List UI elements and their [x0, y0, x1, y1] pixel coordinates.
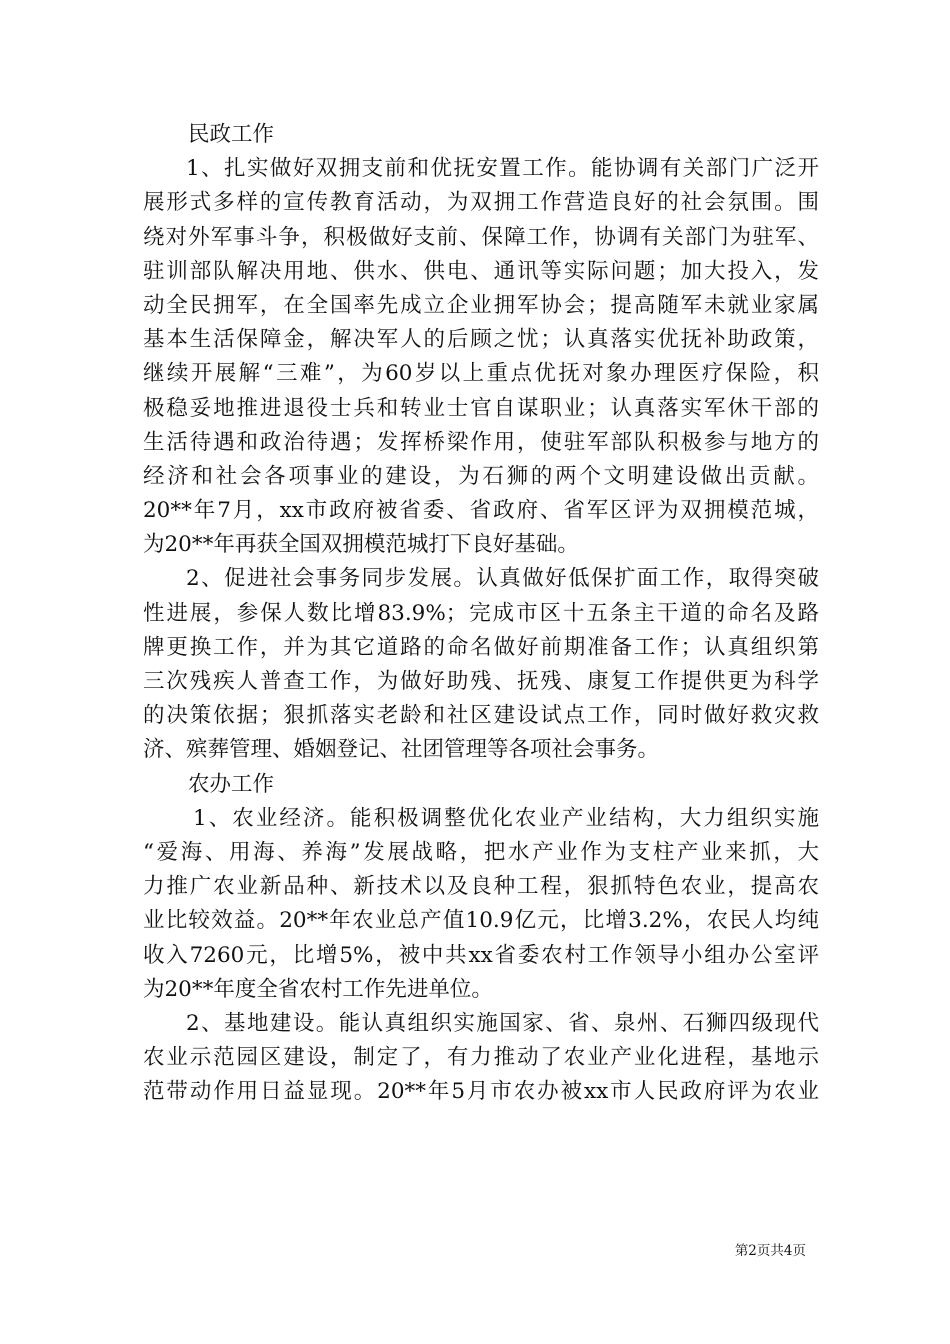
text-line: 的决策依据；狠抓落实老龄和社区建设试点工作，同时做好救灾救: [143, 703, 819, 729]
text-line: 极稳妥地推进退役士兵和转业士官自谋职业；认真落实军休干部的: [143, 395, 819, 421]
text-line: 牌更换工作，并为其它道路的命名做好前期准备工作；认真组织第: [143, 634, 819, 660]
text-line: “爱海、用海、养海”发展战略，把水产业作为支柱产业来抓，大: [143, 839, 819, 865]
text-line: 三次残疾人普查工作，为做好助残、抚残、康复工作提供更为科学: [143, 669, 819, 694]
text-line: 动全民拥军，在全国率先成立企业拥军协会；提高随军未就业家属: [143, 292, 819, 318]
page-number: 第2页共4页: [734, 1243, 806, 1259]
text-line: 范带动作用日益显现。20**年5月市农办被xx市人民政府评为农业: [143, 1079, 819, 1105]
text-line: 1、扎实做好双拥支前和优抚安置工作。能协调有关部门广泛开: [186, 156, 819, 182]
text-line: 力推广农业新品种、新技术以及良种工程，狠抓特色农业，提高农: [143, 874, 819, 900]
text-line: 农业示范园区建设，制定了，有力推动了农业产业化进程，基地示: [143, 1045, 819, 1071]
paragraph-agriculture-2: [143, 1007, 819, 1110]
text-line: 为20**年度全省农村工作先进单位。: [143, 976, 493, 1002]
text-line: 20**年7月，xx市政府被省委、省政府、省军区评为双拥模范城，: [143, 498, 819, 524]
text-line: 2、基地建设。能认真组织实施国家、省、泉州、石狮四级现代: [186, 1010, 819, 1036]
document-body: [143, 118, 819, 1109]
text-line: 业比较效益。20**年农业总产值10.9亿元，比增3.2%，农民人均纯: [143, 908, 819, 934]
text-line: 继续开展解“三难”，为60岁以上重点优抚对象办理医疗保险，积: [143, 361, 819, 387]
text-line: 济、殡葬管理、婚姻登记、社团管理等各项社会事务。: [143, 737, 660, 763]
text-line: 经济和社会各项事业的建设，为石狮的两个文明建设做出贡献。: [143, 463, 819, 489]
paragraph-civil-affairs-1: [143, 152, 819, 562]
section-heading-civil-affairs: 民政工作: [188, 122, 275, 147]
text-line: 基本生活保障金，解决军人的后顾之忧；认真落实优抚补助政策，: [143, 327, 819, 353]
text-line: 收入7260元，比增5%，被中共xx省委农村工作领导小组办公室评: [143, 942, 819, 968]
text-line: 1、农业经济。能积极调整优化农业产业结构，大力组织实施: [193, 805, 819, 831]
paragraph-agriculture-1: [143, 802, 819, 1007]
paragraph-civil-affairs-2: [143, 562, 819, 767]
text-line: 绕对外军事斗争，积极做好支前、保障工作，协调有关部门为驻军、: [143, 224, 819, 250]
text-line: 驻训部队解决用地、供水、供电、通讯等实际问题；加大投入，发: [143, 258, 819, 284]
text-line: 为20**年再获全国双拥模范城打下良好基础。: [143, 532, 579, 558]
text-line: 展形式多样的宣传教育活动，为双拥工作营造良好的社会氛围。围: [143, 190, 819, 216]
section-heading-agriculture-office: 农办工作: [188, 771, 275, 797]
text-line: 生活待遇和政治待遇；发挥桥梁作用，使驻军部队积极参与地方的: [143, 429, 819, 455]
text-line: 性进展，参保人数比增83.9%；完成市区十五条主干道的命名及路: [143, 600, 819, 626]
text-line: 2、促进社会事务同步发展。认真做好低保扩面工作，取得突破: [186, 566, 819, 592]
